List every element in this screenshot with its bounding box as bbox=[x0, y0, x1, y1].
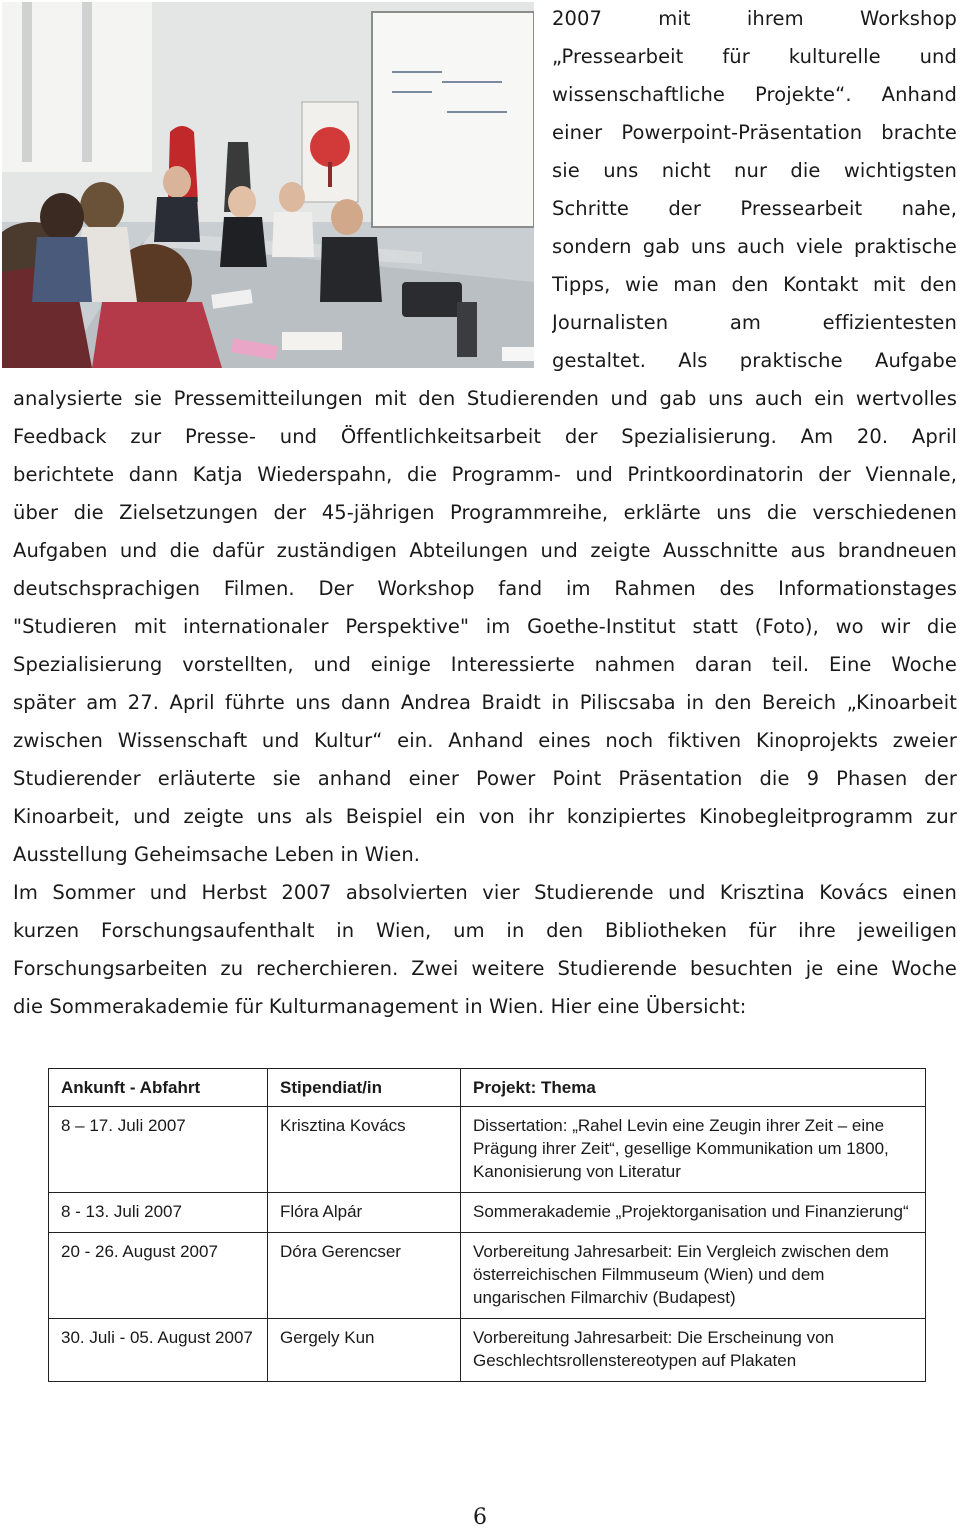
text-line: später am 27. April führte uns dann Andrea Braidt in Piliscsaba in den Bereich „Kinoarbeit bbox=[13, 691, 957, 714]
page-number: 6 bbox=[473, 1505, 487, 1530]
text-line: einer Powerpoint-Präsentation brachte bbox=[552, 121, 957, 144]
table-row bbox=[49, 1107, 926, 1193]
table-cell-name: Flóra Alpár bbox=[268, 1193, 461, 1233]
text-line: Feedback zur Presse- und Öffentlichkeitsarbeit der Spezialisierung. Am 20. April bbox=[13, 425, 957, 448]
text-line: "Studieren mit internationaler Perspektive" im Goethe-Institut statt (Foto), wo wir die bbox=[13, 615, 957, 638]
intro-paragraph-column bbox=[552, 0, 957, 380]
table-cell-topic: Vorbereitung Jahresarbeit: Die Erscheinung von Geschlechtsrollenstereotypen auf Plakaten bbox=[461, 1319, 926, 1382]
table-cell-topic: Sommerakademie „Projektorganisation und Finanzierung“ bbox=[461, 1193, 926, 1233]
text-line: analysierte sie Pressemitteilungen mit den Studierenden und gab uns auch ein wertvolles bbox=[13, 387, 957, 410]
workshop-photo bbox=[2, 2, 534, 368]
table-cell-topic: Dissertation: „Rahel Levin eine Zeugin ihrer Zeit – eine Prägung ihrer Zeit“, gesellige Kommunikation um 1800, Kanonisierung von Literatur bbox=[461, 1107, 926, 1193]
table-row bbox=[49, 1233, 926, 1319]
table-cell-name: Dóra Gerencser bbox=[268, 1233, 461, 1319]
column-header: Projekt: Thema bbox=[461, 1069, 926, 1107]
text-line: sie uns nicht nur die wichtigsten bbox=[552, 159, 957, 182]
scholarship-overview-table bbox=[48, 1068, 926, 1382]
table-cell-dates: 8 - 13. Juli 2007 bbox=[49, 1193, 268, 1233]
text-line: die Sommerakademie für Kulturmanagement in Wien. Hier eine Übersicht: bbox=[13, 995, 747, 1018]
table-row bbox=[49, 1319, 926, 1382]
table-cell-name: Gergely Kun bbox=[268, 1319, 461, 1382]
text-line: berichtete dann Katja Wiederspahn, die Programm- und Printkoordinatorin der Viennale, bbox=[13, 463, 957, 486]
text-line: kurzen Forschungsaufenthalt in Wien, um in den Bibliotheken für ihre jeweiligen bbox=[13, 919, 957, 942]
text-line: Spezialisierung vorstellten, und einige Interessierte nahmen daran teil. Eine Woche bbox=[13, 653, 957, 676]
text-line: Aufgaben und die dafür zuständigen Abteilungen und zeigte Ausschnitte aus brandneuen bbox=[13, 539, 957, 562]
table-cell-dates: 20 - 26. August 2007 bbox=[49, 1233, 268, 1319]
text-line: 2007 mit ihrem Workshop bbox=[552, 7, 957, 30]
table-cell-dates: 8 – 17. Juli 2007 bbox=[49, 1107, 268, 1193]
text-line: Kinoarbeit, und zeigte uns als Beispiel ein von ihr konzipiertes Kinobegleitprogramm zur bbox=[13, 805, 957, 828]
table-cell-name: Krisztina Kovács bbox=[268, 1107, 461, 1193]
text-line: gestaltet. Als praktische Aufgabe bbox=[552, 349, 957, 372]
table-cell-topic: Vorbereitung Jahresarbeit: Ein Vergleich zwischen dem österreichischen Filmmuseum (Wien) und dem ungarischen Filmarchiv (Budapest) bbox=[461, 1233, 926, 1319]
text-line: zwischen Wissenschaft und Kultur“ ein. Anhand eines noch fiktiven Kinoprojekts zweier bbox=[13, 729, 957, 752]
text-line: über die Zielsetzungen der 45-jährigen Programmreihe, erklärte uns die verschiedenen bbox=[13, 501, 957, 524]
column-header: Ankunft - Abfahrt bbox=[49, 1069, 268, 1107]
table-header-row bbox=[49, 1069, 926, 1107]
text-line: „Pressearbeit für kulturelle und bbox=[552, 45, 957, 68]
text-line: wissenschaftliche Projekte“. Anhand bbox=[552, 83, 957, 106]
text-line: Studierender erläuterte sie anhand einer Power Point Präsentation die 9 Phasen der bbox=[13, 767, 957, 790]
text-line: Journalisten am effizientesten bbox=[552, 311, 957, 334]
text-line: sondern gab uns auch viele praktische bbox=[552, 235, 957, 258]
text-line: Schritte der Pressearbeit nahe, bbox=[552, 197, 957, 220]
text-line: Im Sommer und Herbst 2007 absolvierten vier Studierende und Krisztina Kovács einen bbox=[13, 881, 957, 904]
table-cell-dates: 30. Juli - 05. August 2007 bbox=[49, 1319, 268, 1382]
table-row bbox=[49, 1193, 926, 1233]
text-line: Tipps, wie man den Kontakt mit den bbox=[552, 273, 957, 296]
text-line: Forschungsarbeiten zu recherchieren. Zwei weitere Studierende besuchten je eine Woche bbox=[13, 957, 957, 980]
body-paragraph bbox=[13, 380, 957, 1026]
text-line: deutschsprachigen Filmen. Der Workshop fand im Rahmen des Informationstages bbox=[13, 577, 957, 600]
column-header: Stipendiat/in bbox=[268, 1069, 461, 1107]
text-line: Ausstellung Geheimsache Leben in Wien. bbox=[13, 843, 421, 866]
